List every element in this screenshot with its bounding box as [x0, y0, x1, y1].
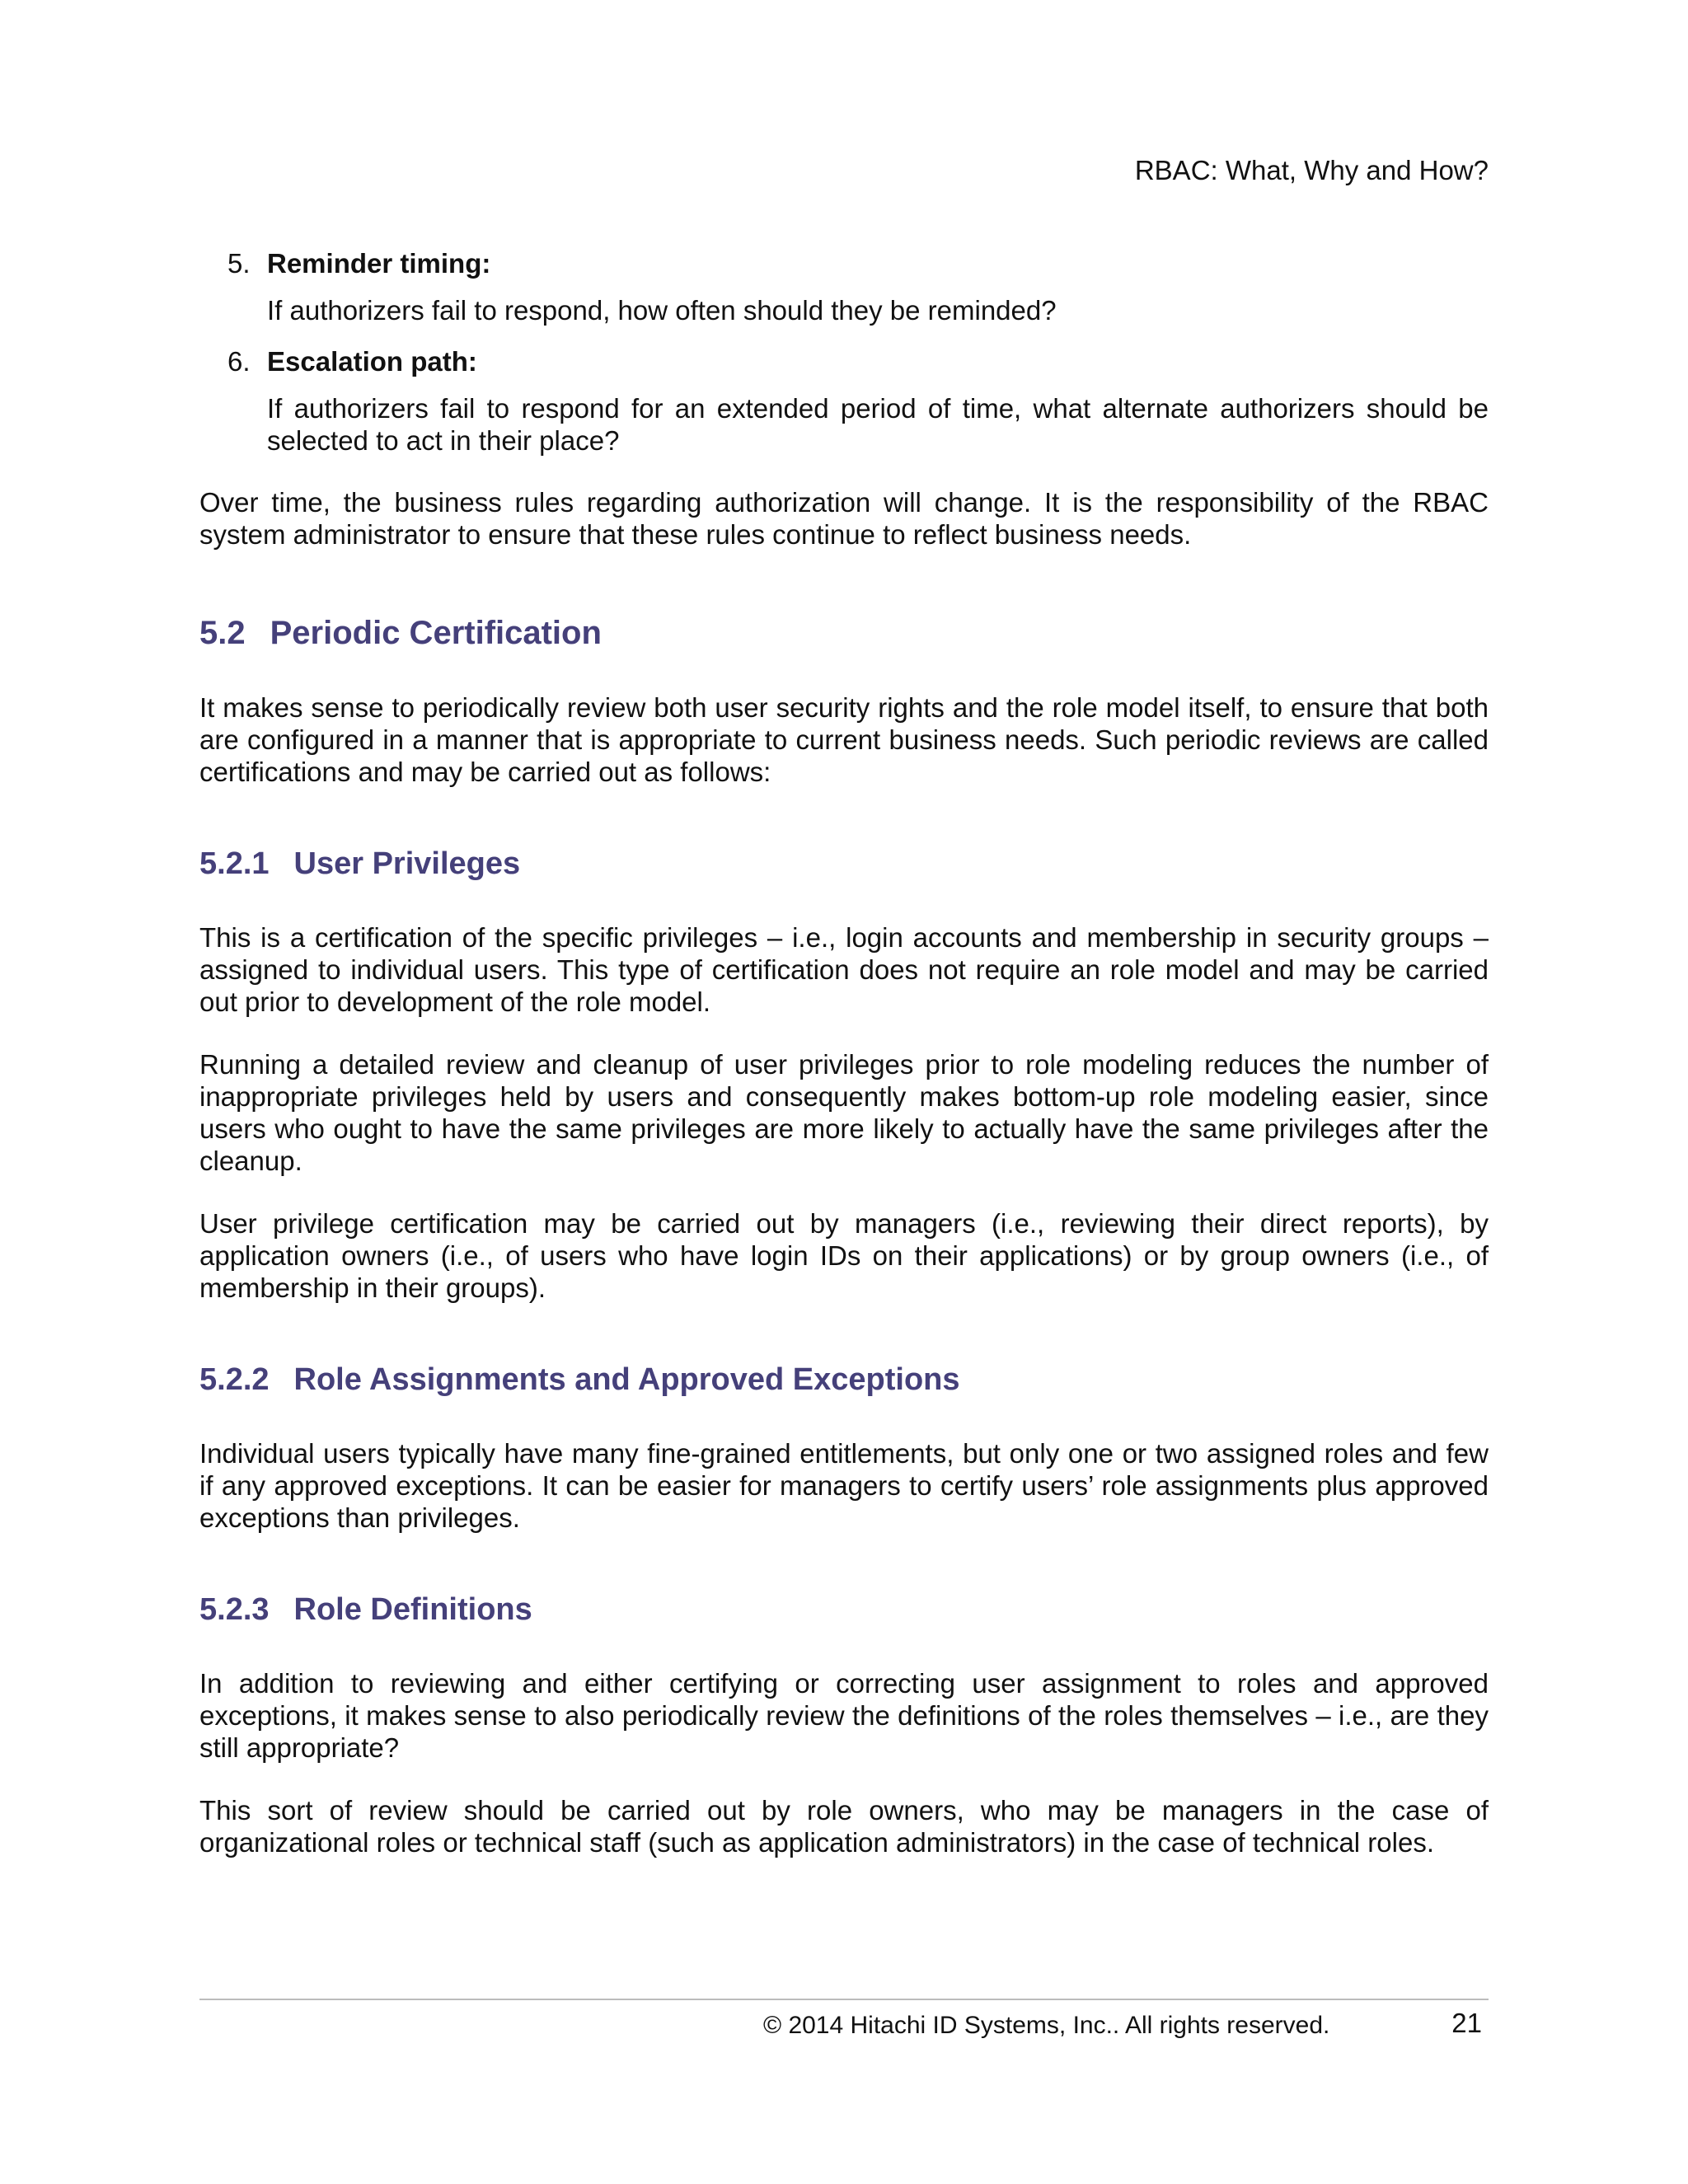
section-number: 5.2.1: [199, 846, 270, 881]
page-number: 21: [1451, 2008, 1482, 2038]
section-heading-5-2-2: [199, 1360, 1489, 1399]
section-paragraph: This is a certification of the specific privileges – i.e., login accounts and membership in security groups – assigned to individual users. This type of certification does not require an role model and may be carried out prior to development of the role model.: [199, 922, 1489, 1017]
list-item: [199, 247, 1489, 326]
intro-paragraph: Over time, the business rules regarding authorization will change. It is the responsibility of the RBAC system administrator to ensure that these rules continue to reflect business needs.: [199, 487, 1489, 550]
running-header: RBAC: What, Why and How?: [1134, 155, 1489, 185]
list-item-number: 6.: [227, 346, 251, 377]
section-title: Role Definitions: [293, 1592, 532, 1627]
list-item: [199, 345, 1489, 457]
section-title: Periodic Certification: [270, 615, 602, 651]
section-paragraph: User privilege certification may be carried out by managers (i.e., reviewing their direct reports), by application owners (i.e., of users who have login IDs on their applications) or by group owners (i.e., of membership in their groups).: [199, 1208, 1489, 1303]
numbered-list: [199, 247, 1489, 457]
section-number: 5.2.3: [199, 1592, 270, 1627]
section-paragraph: Individual users typically have many fine-grained entitlements, but only one or two assigned roles and few if any approved exceptions. It can be easier for managers to certify users’ role assignments plus approved exceptions than privileges.: [199, 1438, 1489, 1533]
section-title: User Privileges: [293, 846, 521, 881]
section-title: Role Assignments and Approved Exceptions: [293, 1362, 960, 1397]
section-number: 5.2: [199, 615, 246, 651]
section-paragraph: In addition to reviewing and either certifying or correcting user assignment to roles and approved exceptions, it makes sense to also periodically review the definitions of the roles themselves – i.e., are they still appropriate?: [199, 1668, 1489, 1763]
list-item-title: Reminder timing:: [267, 248, 491, 279]
section-paragraph: Running a detailed review and cleanup of user privileges prior to role modeling reduces the number of inappropriate privileges held by users and consequently makes bottom-up role modeling easier, since users who ought to have the same privileges are more likely to actually have the same privileges after the cleanup.: [199, 1049, 1489, 1176]
footer-copyright: © 2014 Hitachi ID Systems, Inc.. All rights reserved.: [763, 2012, 1330, 2039]
section-heading-5-2-1: [199, 844, 1489, 883]
section-paragraph: This sort of review should be carried out by role owners, who may be managers in the case of organizational roles or technical staff (such as application administrators) in the case of technical roles.: [199, 1795, 1489, 1858]
list-item-number: 5.: [227, 248, 251, 279]
section-number: 5.2.2: [199, 1362, 270, 1397]
footer-divider: [199, 1999, 1489, 2000]
section-paragraph: It makes sense to periodically review both user security rights and the role model itself, to ensure that both are configured in a manner that is appropriate to current business needs. Such periodic reviews are called certifications and may be carried out as follows:: [199, 692, 1489, 787]
list-item-title: Escalation path:: [267, 346, 477, 377]
list-item-text: If authorizers fail to respond for an extended period of time, what alternate authorizers should be selected to act in their place?: [267, 393, 1489, 456]
section-heading-5-2-3: [199, 1590, 1489, 1629]
list-item-text: If authorizers fail to respond, how often should they be reminded?: [267, 295, 1057, 326]
section-heading-5-2: [199, 612, 1489, 654]
page-content: [199, 247, 1489, 1889]
